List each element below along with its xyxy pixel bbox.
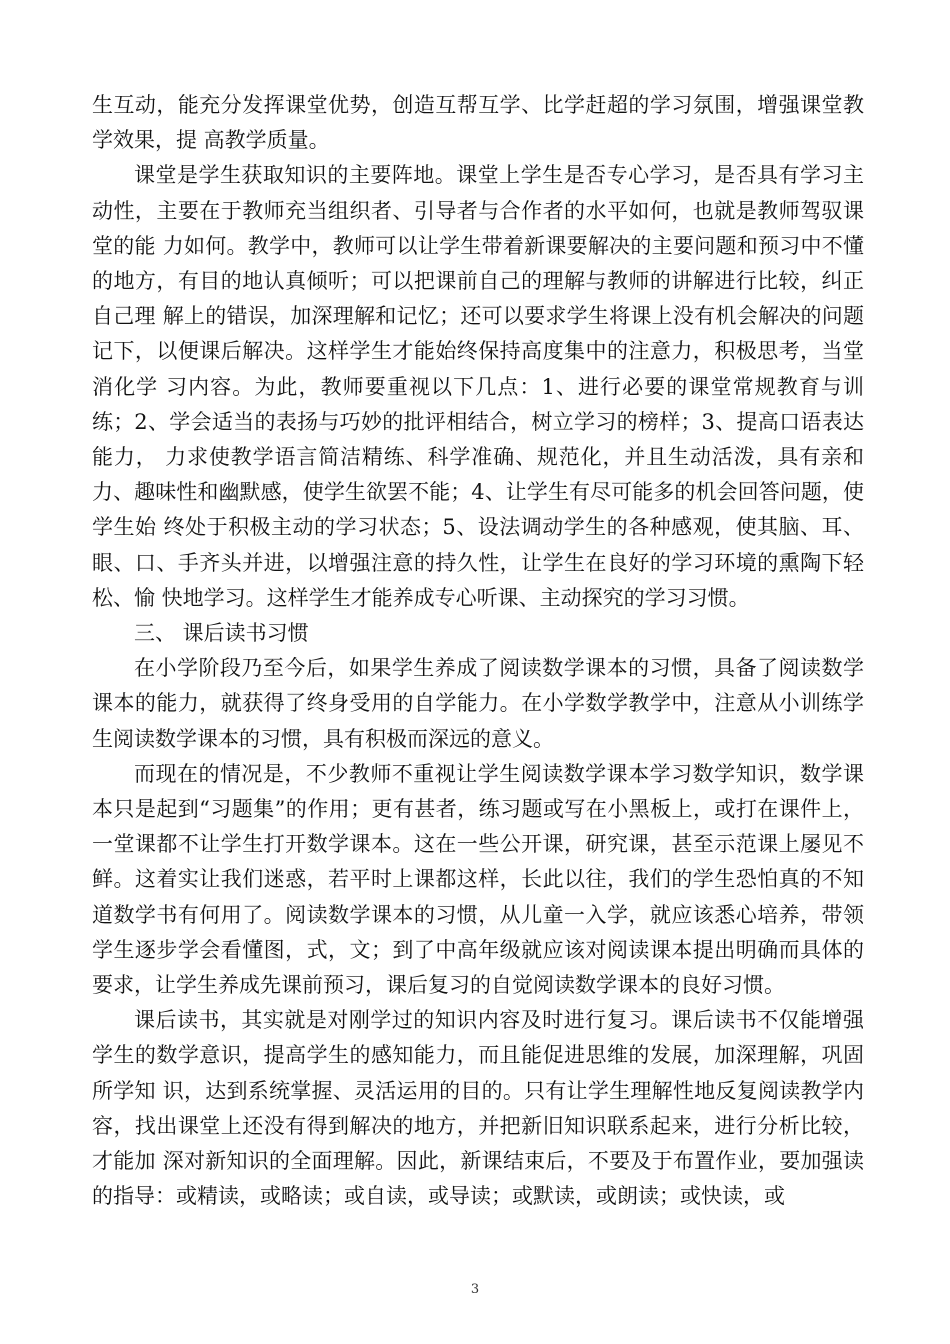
section-heading: 三、 课后读书习惯	[134, 621, 309, 646]
paragraph-current-situation: 而现在的情况是，不少教师不重视让学生阅读数学课本学习数学知识，数学课本只是起到“习题集”的作用；更有甚者，练习题或写在小黑板上，或打在课件上，一堂课都不让学生打开数学课本。这在一些公开课，研究课，甚至示范课上屡见不鲜。这着实让我们迷惑，若平时上课都这样，长此以往，我们的学生恐怕真的不知道数学书有何用了。阅读数学课本的习惯，从儿童一入学，就应该悉心培养，带领学生逐步学会看懂图，式，文；到了中高年级就应该对阅读课本提出明确而具体的要求，让学生养成先课前预习，课后复习的自觉阅读数学课本的良好习惯。	[92, 761, 864, 998]
paragraph-continued: 生互动，能充分发挥课堂优势，创造互帮互学、比学赶超的学习氛围，增强课堂教学效果，提 高教学质量。	[92, 93, 864, 153]
paragraph-after-class-reading: 课后读书，其实就是对刚学过的知识内容及时进行复习。课后读书不仅能增强学生的数学意识，提高学生的感知能力，而且能促进思维的发展，加深理解，巩固所学知 识，达到系统掌握、灵活运用的目的。只有让学生理解性地反复阅读教学内容，找出课堂上还没有得到解决的地方，并把新旧知识联系起来，进行分析比较，才能加 深对新知识的全面理解。因此，新课结束后，不要及于布置作业，要加强读的指导：或精读，或略读；或自读，或导读；或默读，或朗读；或快读，或	[92, 1008, 864, 1209]
paragraph-reading-habit: 在小学阶段乃至今后，如果学生养成了阅读数学课本的习惯，具备了阅读数学课本的能力，就获得了终身受用的自学能力。在小学数学教学中，注意从小训练学生阅读数学课本的习惯，具有积极而深远的意义。	[92, 656, 864, 751]
page-number: 3	[470, 1282, 480, 1297]
document-body	[92, 88, 864, 1215]
paragraph-classroom: 课堂是学生获取知识的主要阵地。课堂上学生是否专心学习，是否具有学习主动性，主要在于教师充当组织者、引导者与合作者的水平如何，也就是教师驾驭课堂的能 力如何。教学中，教师可以让学生带着新课要解决的主要问题和预习中不懂的地方，有目的地认真倾听；可以把课前自己的理解与教师的讲解进行比较，纠正自己理 解上的错误，加深理解和记忆；还可以要求学生将课上没有机会解决的问题记下，以便课后解决。这样学生才能始终保持高度集中的注意力，积极思考，当堂消化学 习内容。为此，教师要重视以下几点：1、进行必要的课堂常规教育与训练；2、学会适当的表扬与巧妙的批评相结合，树立学习的榜样；3、提高口语表达能力， 力求使教学语言简洁精练、科学准确、规范化，并且生动活泼，具有亲和力、趣味性和幽默感，使学生欲罢不能；4、让学生有尽可能多的机会回答问题，使学生始 终处于积极主动的学习状态；5、设法调动学生的各种感观，使其脑、耳、眼、口、手齐头并进，以增强注意的持久性，让学生在良好的学习环境的熏陶下轻松、愉 快地学习。这样学生才能养成专心听课、主动探究的学习习惯。	[92, 163, 864, 610]
